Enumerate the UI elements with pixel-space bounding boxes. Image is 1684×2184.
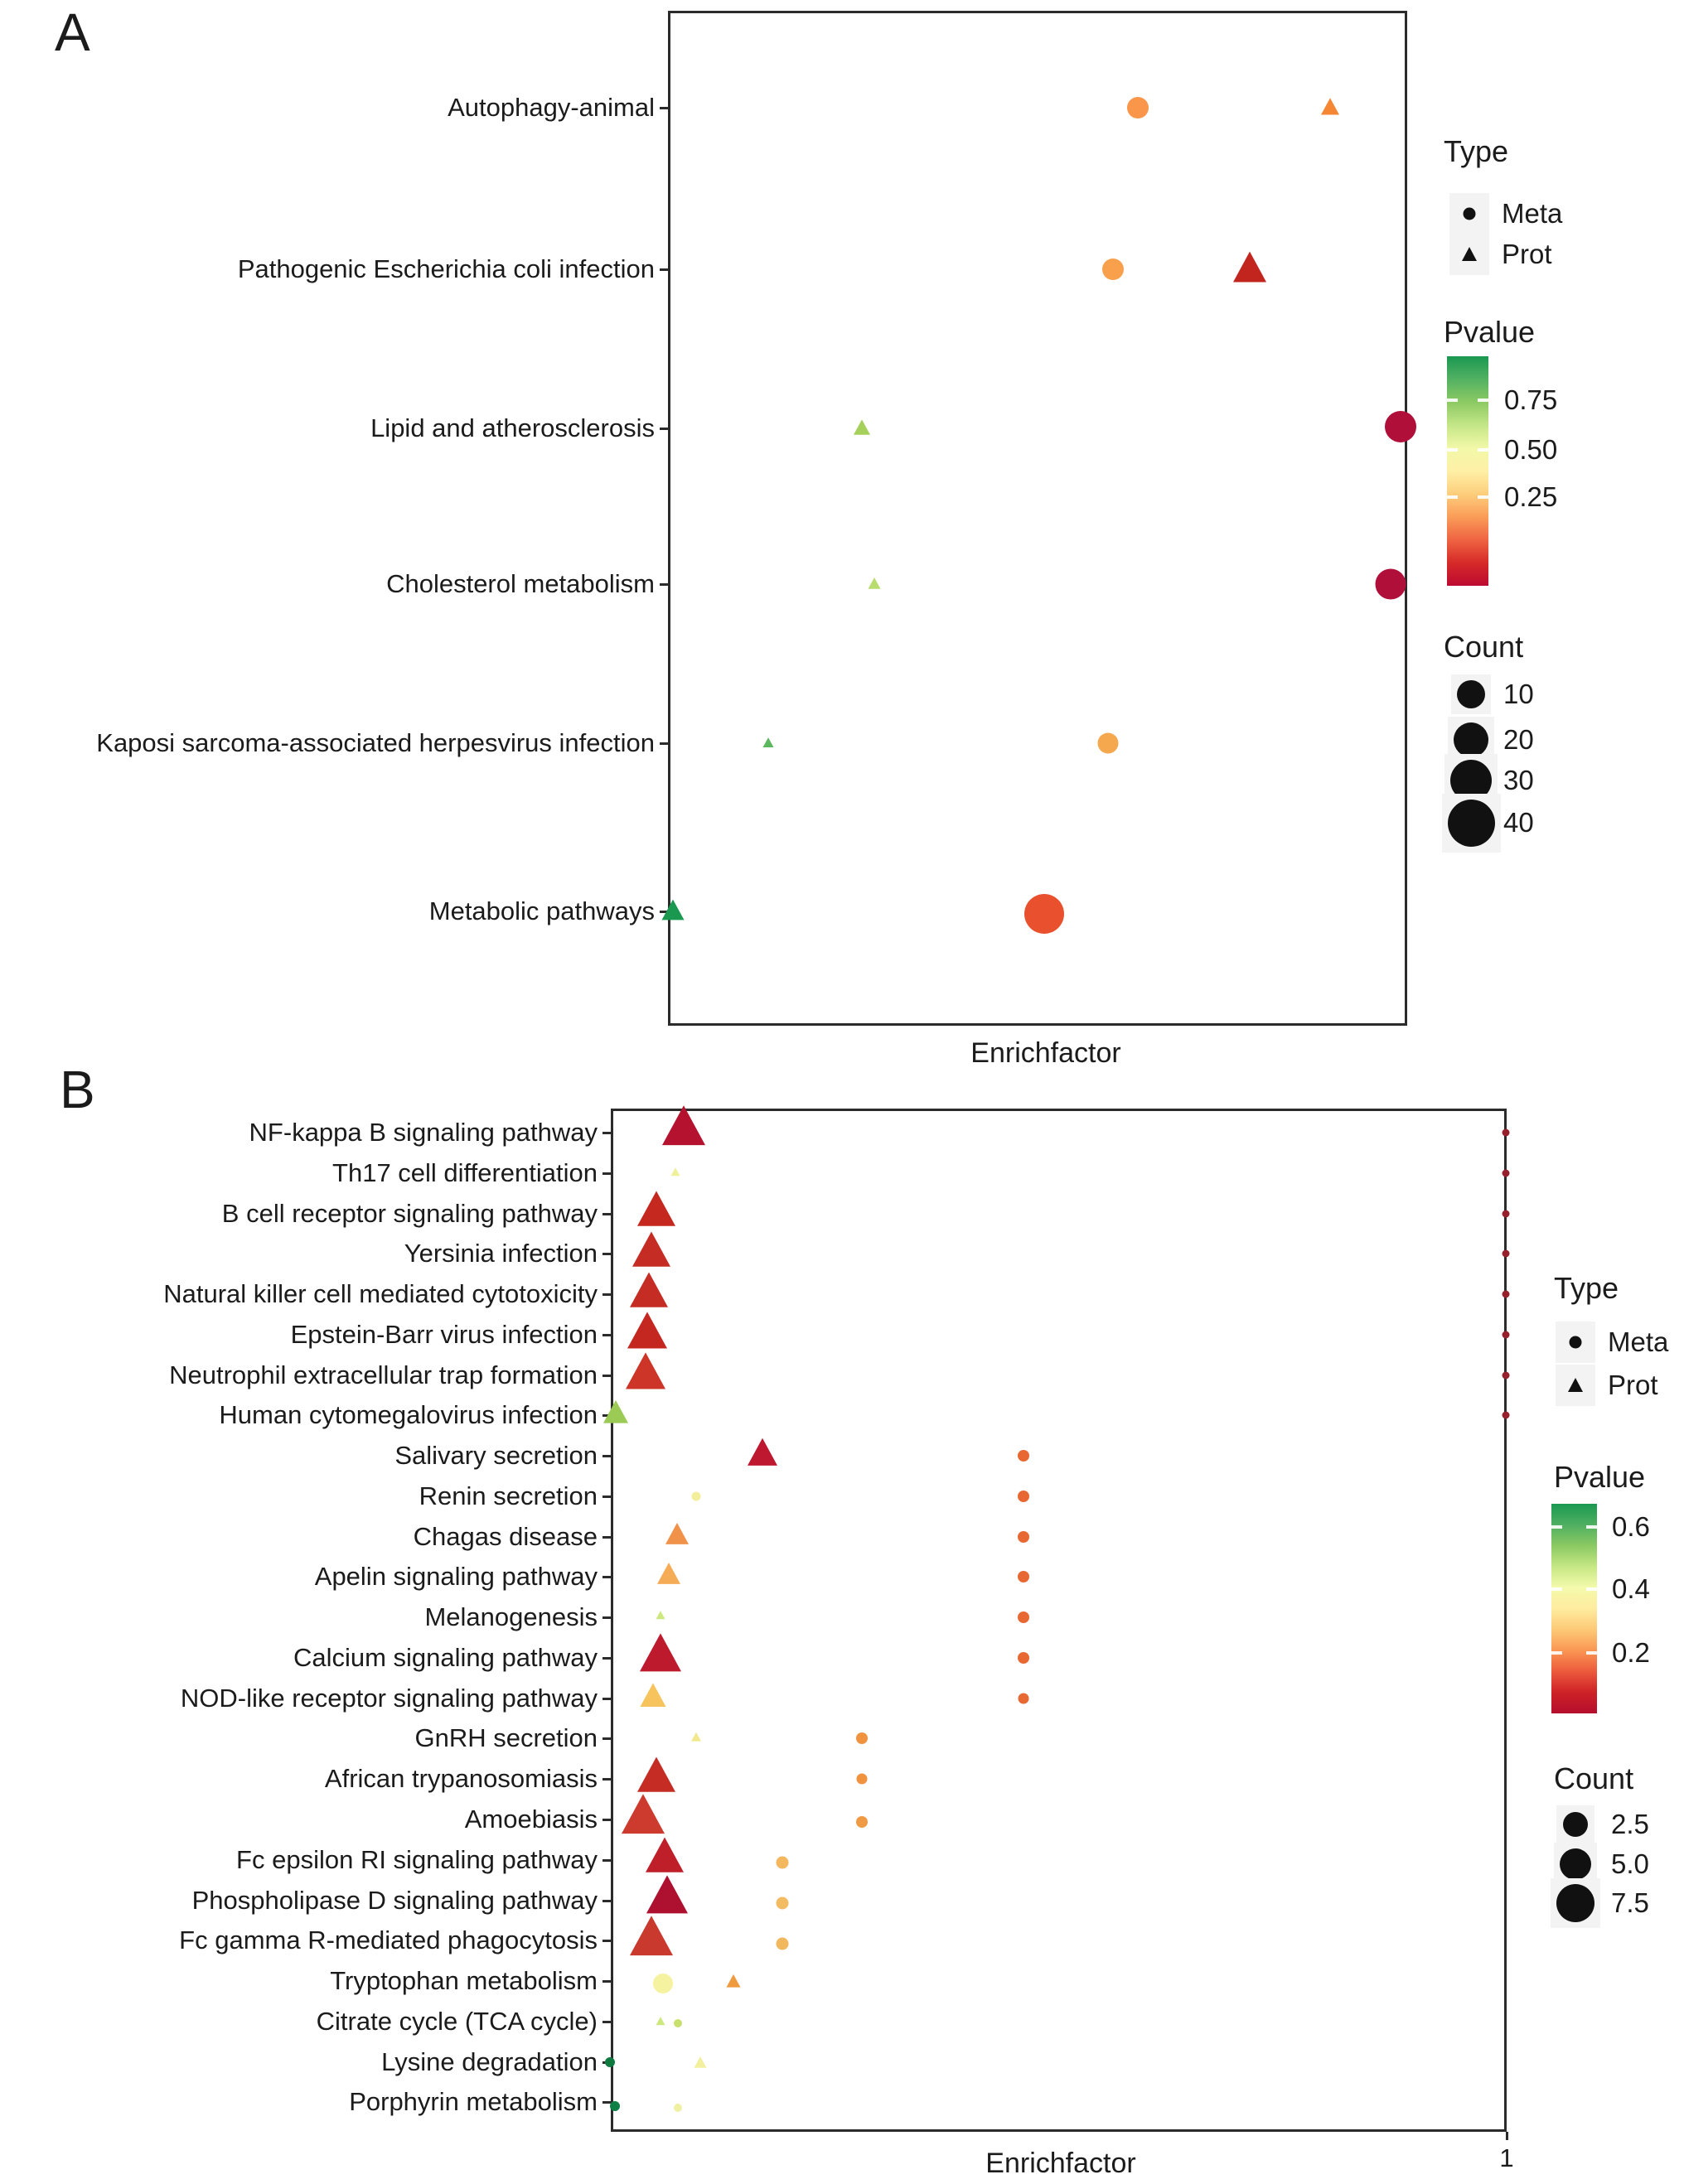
y-axis-tick [660,428,668,430]
y-axis-label: Porphyrin metabolism [349,2087,598,2116]
y-axis-tick [602,1778,611,1781]
x-axis-tick [1506,2132,1508,2140]
y-axis-label: Lysine degradation [381,2047,598,2076]
y-axis-label: Cholesterol metabolism [386,569,655,598]
colorbar-tick-label: 0.6 [1612,1511,1650,1542]
y-axis-label: B cell receptor signaling pathway [221,1199,598,1228]
y-axis-label: Fc epsilon RI signaling pathway [236,1845,598,1874]
colorbar-tick-label: 0.2 [1612,1637,1650,1668]
y-axis-label: Kaposi sarcoma-associated herpesvirus infection [96,728,655,757]
x-axis-title: Enrichfactor [985,2148,1136,2179]
y-axis-tick [602,1253,611,1255]
y-axis-tick [602,1819,611,1821]
legend-count-item-label: 2.5 [1611,1809,1649,1839]
prot-triangle-icon [1453,238,1486,271]
panel-b-letter: B [60,1060,95,1119]
plot-area-b [611,1109,1507,2132]
legend-count-title: Count [1444,630,1524,664]
legend-count-item-label: 30 [1503,765,1534,795]
y-axis-tick [602,1213,611,1215]
y-axis-label: Metabolic pathways [428,896,655,925]
y-axis-tick [602,1455,611,1457]
y-axis-tick [602,1900,611,1902]
y-axis-label: GnRH secretion [414,1723,598,1752]
pvalue-colorbar [1551,1504,1597,1713]
y-axis-tick [602,1616,611,1619]
y-axis-tick [602,1172,611,1175]
colorbar-tick-dash [1586,1525,1597,1529]
y-axis-tick [660,268,668,271]
y-axis-label: Th17 cell differentiation [332,1158,598,1187]
y-axis-tick [602,1414,611,1417]
colorbar-tick-label: 0.75 [1504,384,1558,415]
y-axis-label: Neutrophil extracellular trap formation [169,1360,598,1389]
y-axis-label: Autophagy-animal [448,93,655,122]
y-axis-tick [602,1737,611,1740]
colorbar-tick-dash [1447,495,1458,499]
legend-pvalue-title: Pvalue [1554,1460,1646,1494]
y-axis-tick [602,1334,611,1336]
count-size-dot [1563,1812,1588,1837]
y-axis-label: Melanogenesis [424,1602,598,1631]
y-axis-label: Calcium signaling pathway [293,1643,598,1672]
y-axis-label: NF-kappa B signaling pathway [249,1118,598,1147]
legend-count-item-label: 10 [1503,679,1534,709]
y-axis-label: Lipid and atherosclerosis [370,413,655,442]
colorbar-tick-dash [1586,1651,1597,1655]
y-axis-label: Citrate cycle (TCA cycle) [316,2007,598,2036]
y-axis-label: Natural killer cell mediated cytotoxicity [163,1279,598,1308]
legend-pvalue-title: Pvalue [1444,315,1536,349]
colorbar-tick-dash [1551,1587,1562,1591]
y-axis-label: Yersinia infection [404,1239,598,1268]
y-axis-tick [602,2021,611,2023]
y-axis-tick [660,911,668,913]
y-axis-label: Pathogenic Escherichia coli infection [237,254,655,283]
legend-count-item-label: 20 [1503,724,1534,755]
legend-type-item-label: Meta [1502,198,1563,229]
colorbar-tick-dash [1551,1525,1562,1529]
y-axis-label: Epstein-Barr virus infection [290,1320,598,1349]
legend-count-item-label: 7.5 [1611,1887,1649,1918]
y-axis-tick [602,1940,611,1942]
colorbar-tick-dash [1586,1587,1597,1591]
y-axis-tick [602,1293,611,1296]
y-axis-label: Fc gamma R-mediated phagocytosis [179,1925,598,1954]
y-axis-tick [602,1536,611,1539]
legend-type-item-label: Meta [1608,1326,1669,1357]
y-axis-label: Renin secretion [419,1481,598,1510]
y-axis-tick [660,742,668,745]
count-size-dot [1560,1848,1591,1880]
y-axis-label: Apelin signaling pathway [314,1562,598,1591]
y-axis-tick [602,1375,611,1377]
colorbar-tick-label: 0.4 [1612,1573,1650,1604]
x-axis-tick-label: 1 [1499,2143,1514,2172]
colorbar-tick-dash [1478,448,1488,452]
count-size-dot [1556,1884,1594,1922]
y-axis-label: Human cytomegalovirus infection [219,1400,598,1429]
count-size-dot [1457,680,1485,708]
y-axis-label: Amoebiasis [464,1805,598,1834]
y-axis-tick [602,1132,611,1134]
colorbar-tick-dash [1478,495,1488,499]
y-axis-tick [602,1980,611,1983]
meta-circle-icon [1453,197,1486,230]
pvalue-colorbar [1447,356,1488,586]
count-size-dot [1454,722,1488,757]
colorbar-tick-dash [1551,1651,1562,1655]
y-axis-label: Salivary secretion [394,1441,598,1470]
legend-type-title: Type [1554,1271,1619,1305]
panel-a-letter: A [55,2,90,62]
x-axis-title: Enrichfactor [970,1037,1121,1069]
y-axis-tick [602,2101,611,2104]
colorbar-tick-dash [1447,448,1458,452]
colorbar-tick-label: 0.50 [1504,434,1558,465]
count-size-dot [1448,800,1495,847]
colorbar-tick-dash [1478,399,1488,402]
colorbar-tick-dash [1447,399,1458,402]
legend-type-title: Type [1444,134,1509,168]
y-axis-tick [602,1495,611,1498]
y-axis-tick [660,107,668,109]
meta-circle-icon [1559,1326,1592,1359]
y-axis-label: Tryptophan metabolism [330,1966,598,1995]
legend-count-item-label: 5.0 [1611,1848,1649,1879]
legend-count-title: Count [1554,1761,1634,1795]
y-axis-tick [602,1859,611,1862]
legend-type-item-label: Prot [1608,1370,1658,1400]
y-axis-label: NOD-like receptor signaling pathway [180,1684,598,1713]
y-axis-tick [660,583,668,586]
legend-count-item-label: 40 [1503,807,1534,838]
y-axis-tick [602,1576,611,1578]
y-axis-tick [602,2061,611,2064]
y-axis-label: African trypanosomiasis [324,1764,598,1793]
y-axis-tick [602,1698,611,1700]
prot-triangle-icon [1559,1369,1592,1402]
plot-area-a [668,11,1407,1026]
y-axis-tick [602,1657,611,1660]
legend-type-item-label: Prot [1502,239,1552,269]
colorbar-tick-label: 0.25 [1504,481,1558,512]
y-axis-label: Phospholipase D signaling pathway [191,1886,598,1915]
y-axis-label: Chagas disease [413,1522,598,1551]
